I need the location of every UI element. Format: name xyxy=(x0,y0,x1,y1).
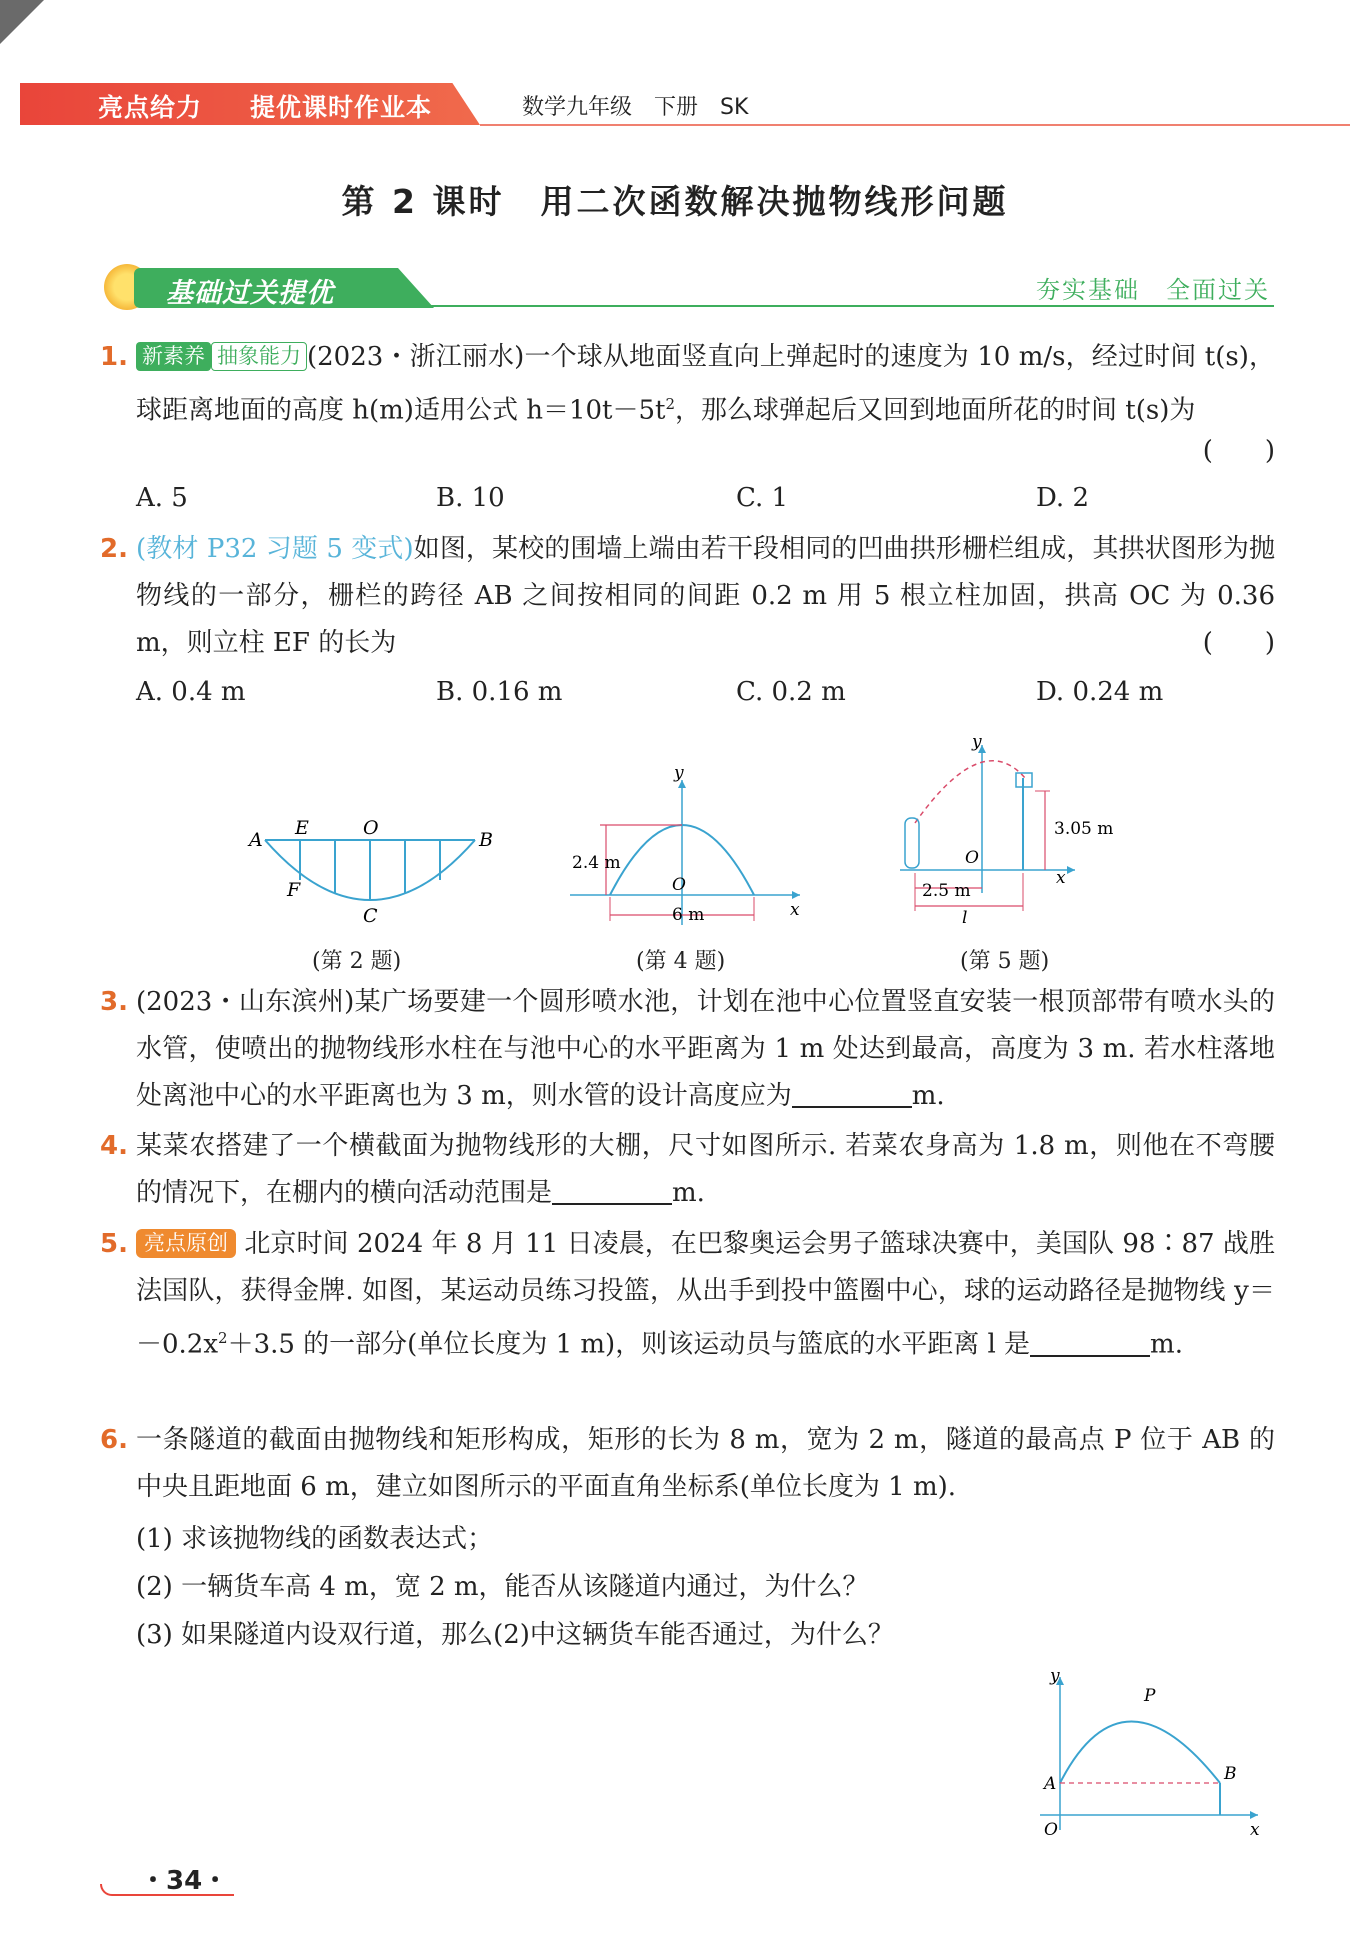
unit-text: m. xyxy=(1150,1329,1183,1360)
answer-blank[interactable] xyxy=(792,1078,912,1108)
question-number: 1. xyxy=(100,342,128,372)
header-bar xyxy=(20,83,1340,125)
question-3 xyxy=(100,979,1275,1120)
question-text: 如图，某校的围墙上端由若干段相同的凹曲拱形栅栏组成，其拱状图形为抛物线的一部分，栅栏的跨径 AB 之间按相同的间距 0.2 m 用 5 根立柱加固，拱高 OC 为 0.36 m，则立柱 EF 的长为 xyxy=(136,534,1275,658)
label-x: x xyxy=(790,900,800,920)
answer-blank[interactable] xyxy=(552,1175,672,1205)
label-o: O xyxy=(1044,1820,1058,1840)
option-d: D. 0.24 m xyxy=(1036,677,1164,707)
unit-text: m. xyxy=(672,1178,705,1208)
label-f: F xyxy=(287,879,301,901)
header-rule xyxy=(480,124,1350,126)
option-a: A. 5 xyxy=(136,483,188,513)
label-e: E xyxy=(295,817,309,839)
question-6 xyxy=(100,1417,1275,1511)
page-number: ・34・ xyxy=(140,1866,229,1896)
label-o: O xyxy=(363,817,379,839)
section-banner xyxy=(104,262,414,310)
option-d: D. 2 xyxy=(1036,483,1089,513)
question-number: 2. xyxy=(100,534,128,564)
question-1 xyxy=(100,334,1275,466)
question-number: 4. xyxy=(100,1131,128,1161)
label-l: l xyxy=(962,908,968,928)
superscript: 2 xyxy=(665,395,676,413)
question-number: 6. xyxy=(100,1425,128,1455)
tag-ability: 抽象能力 xyxy=(211,342,307,371)
question-number: 3. xyxy=(100,987,128,1017)
label-b: B xyxy=(479,829,493,851)
label-x: x xyxy=(1250,1820,1260,1840)
option-b: B. 10 xyxy=(436,483,505,513)
question-text: 一条隧道的截面由抛物线和矩形构成，矩形的长为 8 m，宽为 2 m，隧道的最高点 P 位于 AB 的中央且距地面 6 m，建立如图所示的平面直角坐标系(单位长度为 1 m). xyxy=(136,1425,1275,1502)
label-c: C xyxy=(363,905,378,927)
label-b: B xyxy=(1224,1764,1237,1784)
player-icon xyxy=(905,818,919,868)
answer-parentheses: ( ) xyxy=(1202,436,1275,466)
label-a: A xyxy=(249,829,263,851)
label-y: y xyxy=(674,765,684,783)
answer-parentheses: ( ) xyxy=(1202,628,1275,658)
q6-part-1: (1) 求该抛物线的函数表达式； xyxy=(136,1524,494,1554)
label-y: y xyxy=(1050,1666,1060,1686)
option-a: A. 0.4 m xyxy=(136,677,246,707)
label-width: 6 m xyxy=(672,905,705,925)
header-course: 数学九年级 下册 SK xyxy=(522,95,749,120)
caption-q5: (第 5 题) xyxy=(960,949,1050,974)
page-title: 第 2 课时 用二次函数解决抛物线形问题 xyxy=(341,182,1009,221)
figure-q4 xyxy=(560,765,820,930)
answer-blank[interactable] xyxy=(1030,1327,1150,1357)
label-o: O xyxy=(672,875,686,895)
label-release-distance: 2.5 m xyxy=(922,881,971,901)
unit-text: m. xyxy=(911,1081,945,1111)
page-corner-fold xyxy=(0,0,44,44)
q6-part-2: (2) 一辆货车高 4 m，宽 2 m，能否从该隧道内通过，为什么？ xyxy=(136,1572,869,1602)
question-text: (2023・山东滨州)某广场要建一个圆形喷水池，计划在池中心位置竖直安装一根顶部带有喷水头的水管，使喷出的抛物线形水柱在与池中心的水平距离为 1 m 处达到最高，高度为 3 m. 若水柱落地处离池中心的水平距离也为 3 m，则水管的设计高度应为 xyxy=(136,987,1275,1111)
caption-q2: (第 2 题) xyxy=(312,949,402,974)
question-text: (2023・浙江丽水)一个球从地面竖直向上弹起时的速度为 10 m/s，经过时间 t(s)，球距离地面的高度 h(m)适用公式 h＝10t－5t xyxy=(136,342,1275,426)
option-c: C. 0.2 m xyxy=(736,677,846,707)
figure-q2 xyxy=(245,810,495,930)
question-text: 某菜农搭建了一个横截面为抛物线形的大棚，尺寸如图所示. 若菜农身高为 1.8 m，则他在不弯腰的情况下，在棚内的横向活动范围是 xyxy=(136,1131,1275,1208)
tag-original: 亮点原创 xyxy=(136,1229,236,1258)
question-text: 北京时间 2024 年 8 月 11 日凌晨，在巴黎奥运会男子篮球决赛中，美国队 98∶87 战胜法国队，获得金牌. 如图，某运动员练习投篮，从出手到投中篮圈中心，球的运动路径是抛物线 y＝－0.2x xyxy=(136,1229,1275,1360)
option-c: C. 1 xyxy=(736,483,789,513)
label-y: y xyxy=(972,733,982,752)
label-x: x xyxy=(1056,868,1066,888)
textbook-source: (教材 P32 习题 5 变式) xyxy=(136,534,414,564)
question-number: 5. xyxy=(100,1229,128,1259)
label-p: P xyxy=(1144,1686,1156,1706)
header-brand: 亮点给力 xyxy=(98,93,203,122)
label-hoop-height: 3.05 m xyxy=(1054,819,1114,839)
question-2 xyxy=(100,526,1275,667)
caption-q4: (第 4 题) xyxy=(636,949,726,974)
header-series: 提优课时作业本 xyxy=(250,93,433,122)
tag-new-literacy: 新素养 xyxy=(136,342,211,371)
figure-q5 xyxy=(890,733,1140,938)
section-label: 基础过关提优 xyxy=(166,278,334,309)
option-b: B. 0.16 m xyxy=(436,677,563,707)
question-text-cont: ，那么球弹起后又回到地面所花的时间 t(s)为 xyxy=(675,395,1196,426)
q6-part-3: (3) 如果隧道内设双行道，那么(2)中这辆货车能否通过，为什么？ xyxy=(136,1620,894,1650)
section-slogan: 夯实基础 全面过关 xyxy=(1036,276,1270,304)
label-o: O xyxy=(965,848,979,868)
section-rule xyxy=(414,305,1274,307)
label-height: 2.4 m xyxy=(572,853,621,873)
question-text-cont: ＋3.5 的一部分(单位长度为 1 m)，则该运动员与篮底的水平距离 l 是 xyxy=(227,1329,1031,1360)
label-a: A xyxy=(1044,1774,1057,1794)
figure-q6 xyxy=(1030,1665,1270,1845)
question-5 xyxy=(100,1221,1275,1369)
question-4 xyxy=(100,1123,1275,1217)
superscript: 2 xyxy=(218,1329,228,1347)
